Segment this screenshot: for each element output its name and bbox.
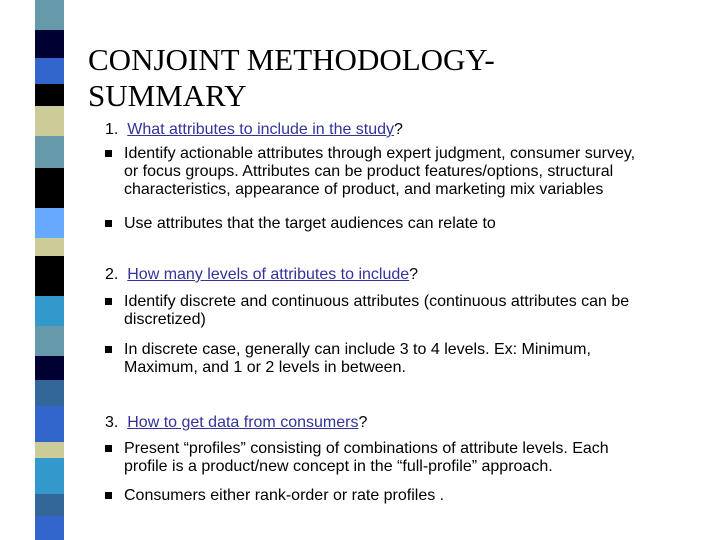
- bullet-line: Identify discrete and continuous attributes (continuous attributes can be: [124, 293, 630, 310]
- stripe-segment: [35, 442, 64, 458]
- bullet-line: Use attributes that the target audiences can relate to: [124, 215, 496, 232]
- question-link-data[interactable]: How to get data from consumers: [127, 414, 359, 431]
- decorative-stripe: [35, 0, 64, 540]
- bullet-line: Identify actionable attributes through expert judgment, consumer survey,: [124, 145, 636, 162]
- stripe-segment: [35, 406, 64, 442]
- square-bullet-icon: [105, 346, 112, 353]
- question-3: [105, 414, 705, 432]
- bullet-line: Maximum, and 1 or 2 levels in between.: [124, 359, 406, 376]
- stripe-segment: [35, 516, 64, 540]
- stripe-segment: [35, 208, 64, 238]
- stripe-segment: [35, 0, 64, 30]
- bullet-line: characteristics, appearance of product, and marketing mix variables: [124, 181, 604, 198]
- bullet-text: [124, 341, 591, 377]
- square-bullet-icon: [105, 220, 112, 227]
- question-number: 2.: [105, 266, 119, 283]
- stripe-segment: [35, 136, 64, 168]
- bullet-line: In discrete case, generally can include 3 to 4 levels. Ex: Minimum,: [124, 341, 591, 358]
- question-number: 3.: [105, 414, 119, 431]
- question-mark: ?: [358, 414, 368, 431]
- bullet-text: [124, 145, 635, 199]
- square-bullet-icon: [105, 150, 112, 157]
- question-link-attributes[interactable]: What attributes to include in the study: [127, 121, 395, 138]
- stripe-segment: [35, 238, 64, 256]
- square-bullet-icon: [105, 492, 112, 499]
- stripe-segment: [35, 58, 64, 84]
- bullet-text: [124, 293, 629, 329]
- bullet-line: Present “profiles” consisting of combinations of attribute levels. Each: [124, 440, 609, 457]
- square-bullet-icon: [105, 298, 112, 305]
- stripe-segment: [35, 296, 64, 326]
- question-mark: ?: [394, 121, 403, 138]
- bullet-line: discretized): [124, 311, 206, 328]
- square-bullet-icon: [105, 445, 112, 452]
- bullet-line: Consumers either rank-order or rate profiles .: [124, 487, 445, 504]
- bullet-text: [124, 487, 444, 505]
- stripe-segment: [35, 494, 64, 516]
- bullet-line: profile is a product/new concept in the “full-profile” approach.: [124, 458, 553, 475]
- bullet-text: [124, 440, 609, 476]
- stripe-segment: [35, 326, 64, 356]
- stripe-segment: [35, 30, 64, 58]
- question-link-levels[interactable]: How many levels of attributes to include: [127, 266, 410, 283]
- stripe-segment: [35, 84, 64, 106]
- bullet-text: [124, 215, 496, 233]
- question-1: [105, 121, 705, 139]
- stripe-segment: [35, 168, 64, 208]
- question-2: [105, 266, 705, 284]
- question-mark: ?: [409, 266, 419, 283]
- slide-title-line: CONJOINT METHODOLOGY-: [88, 42, 495, 77]
- stripe-segment: [35, 356, 64, 380]
- bullet-line: or focus groups. Attributes can be product features/options, structural: [124, 163, 614, 180]
- stripe-segment: [35, 106, 64, 136]
- stripe-segment: [35, 256, 64, 296]
- stripe-segment: [35, 380, 64, 406]
- slide-title-line: SUMMARY: [88, 78, 247, 113]
- slide-title: [88, 42, 688, 114]
- stripe-segment: [35, 458, 64, 494]
- question-number: 1.: [105, 121, 119, 138]
